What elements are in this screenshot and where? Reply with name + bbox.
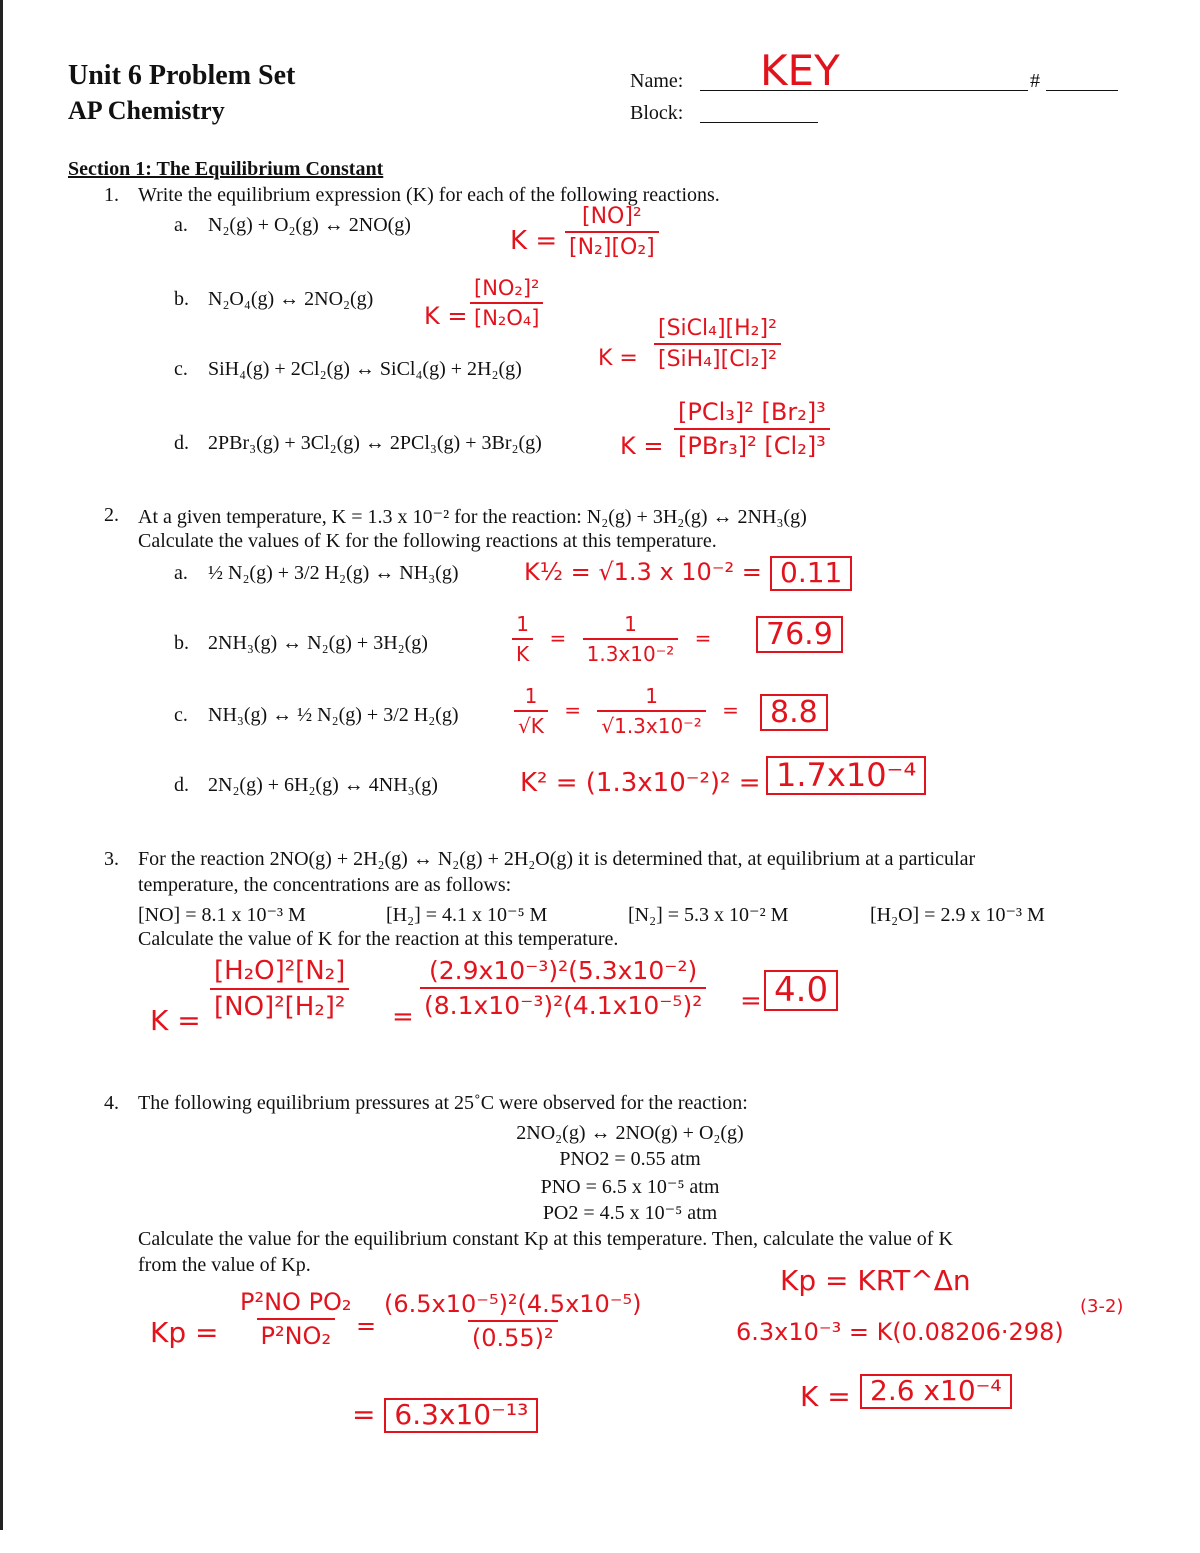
q2c-lhs-num: 1 — [524, 684, 538, 708]
q4-kp-answer-box: = 6.3x10⁻¹³ — [352, 1398, 538, 1433]
q4-prompt: The following equilibrium pressures at 25˚C were observed for the reaction: — [138, 1092, 748, 1114]
q1d-k-label: K = — [620, 432, 664, 460]
q3-equals-2: = — [740, 986, 762, 1016]
page-title: Unit 6 Problem Set — [68, 60, 296, 91]
q3-answer: 4.0 — [764, 970, 838, 1011]
q4-pressure-o2: PO2 = 4.5 x 10⁻⁵ atm — [542, 1202, 718, 1224]
q1d-letter: d. — [174, 432, 189, 454]
q1c-reaction: SiH₄(g) + 2Cl₂(g) ↔ SiCl₄(g) + 2H₂(g) — [208, 358, 522, 380]
q4-kp-expression — [236, 1288, 356, 1350]
q4-k-substitution: 6.3x10⁻³ = K(0.08206·298) — [736, 1318, 1064, 1346]
q4-kp-values-den: (0.55)² — [468, 1320, 558, 1352]
q1d-num: [PCl₃]² [Br₂]³ — [678, 398, 826, 426]
q3-prompt-line2: temperature, the concentrations are as follows: — [138, 874, 512, 896]
q4-kp-den: P²NO₂ — [257, 1318, 336, 1350]
q2b-rhs-den: 1.3x10⁻² — [583, 638, 679, 666]
q4-reaction: 2NO₂(g) ↔ 2NO(g) + O₂(g) — [516, 1122, 744, 1144]
q1a-fraction — [565, 204, 659, 260]
q4-prompt2-line2: from the value of Kp. — [138, 1254, 311, 1276]
q3-expr-den: [NO]²[H₂]² — [210, 988, 349, 1022]
q3-values — [420, 956, 706, 1020]
name-handwritten: KEY — [760, 46, 840, 95]
q2b-letter: b. — [174, 632, 189, 654]
q4-kp-values-num: (6.5x10⁻⁵)²(4.5x10⁻⁵) — [384, 1290, 642, 1318]
q2c-reaction: NH₃(g) ↔ ½ N₂(g) + 3/2 H₂(g) — [208, 704, 459, 726]
q4-k-formula: Kp = KRT^Δn — [780, 1264, 971, 1297]
q3-k-label: K = — [150, 1004, 201, 1037]
q2c-answer-box — [760, 694, 828, 731]
name-label: Name: — [630, 70, 684, 92]
number-label: # — [1030, 70, 1040, 92]
q1b-reaction: N₂O₄(g) ↔ 2NO₂(g) — [208, 288, 374, 310]
q3-prompt-line3: Calculate the value of K for the reaction at this temperature. — [138, 928, 619, 950]
q1b-fraction — [470, 276, 543, 330]
q2d-answer: 1.7x10⁻⁴ — [766, 756, 926, 795]
q4-k-result-label: K = — [800, 1380, 851, 1413]
q4-kp-label: Kp = — [150, 1316, 219, 1349]
q3-conc-n2: [N₂] = 5.3 x 10⁻² M — [628, 904, 789, 926]
q2a-work: K½ = √1.3 x 10⁻² = — [524, 558, 762, 586]
q4-pressure-no2: PNO2 = 0.55 atm — [559, 1148, 701, 1170]
q1c-num: [SiCl₄][H₂]² — [658, 316, 777, 341]
q4-kp-values — [380, 1290, 645, 1352]
q4-kp-num: P²NO PO₂ — [240, 1288, 352, 1316]
q2b-rhs-num: 1 — [624, 612, 637, 636]
q2b-reaction: 2NH₃(g) ↔ N₂(g) + 3H₂(g) — [208, 632, 428, 654]
q1c-fraction — [654, 316, 781, 372]
q3-conc-h2: [H₂] = 4.1 x 10⁻⁵ M — [386, 904, 548, 926]
q2a-answer: 0.11 — [770, 556, 852, 591]
q2d-reaction: 2N₂(g) + 6H₂(g) ↔ 4NH₃(g) — [208, 774, 438, 796]
number-line — [1046, 90, 1118, 91]
q1c-k-label: K = — [598, 346, 638, 371]
q2c-rhs-num: 1 — [645, 684, 658, 708]
q3-values-num: (2.9x10⁻³)²(5.3x10⁻²) — [429, 956, 698, 985]
q3-values-den: (8.1x10⁻³)²(4.1x10⁻⁵)² — [420, 987, 706, 1020]
q1b-den: [N₂O₄] — [470, 302, 543, 330]
q2c-answer: 8.8 — [760, 694, 828, 731]
q2b-lhs-num: 1 — [516, 612, 529, 636]
q1d-reaction: 2PBr₃(g) + 3Cl₂(g) ↔ 2PCl₃(g) + 3Br₂(g) — [208, 432, 542, 454]
q2c-work: $\frac{1}{√K}$ = $\frac{1}{\text{√1.3x10⁻²}}$ = — [514, 684, 749, 738]
q2c-lhs-den: √K — [514, 710, 548, 738]
q4-pressure-no: PNO = 6.5 x 10⁻⁵ atm — [540, 1176, 720, 1198]
q2b-lhs-den: K — [512, 638, 533, 666]
name-line — [700, 90, 1028, 91]
q1d-fraction — [674, 398, 830, 460]
q3-equals-1: = — [392, 1002, 414, 1032]
q2b-answer-box — [756, 616, 843, 653]
q1-number: 1. — [104, 184, 119, 206]
q2a-answer-box — [770, 556, 852, 591]
q2d-answer-box — [766, 756, 926, 795]
q1c-den: [SiH₄][Cl₂]² — [654, 343, 781, 372]
q1a-k-label: K = — [510, 226, 558, 256]
q1c-letter: c. — [174, 358, 188, 380]
q2c-letter: c. — [174, 704, 188, 726]
q3-number: 3. — [104, 848, 119, 870]
block-line — [700, 122, 818, 123]
q2b-work: $\frac{1}{K}$ = $\frac{1}{\text{1.3x10⁻²}}$ = — [512, 612, 721, 666]
q2-prompt-line1: At a given temperature, K = 1.3 x 10⁻² for the reaction: N₂(g) + 3H₂(g) ↔ 2NH₃(g) — [138, 506, 807, 528]
page-edge — [0, 0, 3, 1530]
q2-number: 2. — [104, 504, 119, 526]
q4-k-answer: 2.6 x10⁻⁴ — [860, 1374, 1012, 1409]
q3-prompt-line1: For the reaction 2NO(g) + 2H₂(g) ↔ N₂(g) + 2H₂O(g) it is determined that, at equilibrium at a particular — [138, 848, 976, 870]
q4-k-answer-box — [860, 1374, 1012, 1409]
q2d-letter: d. — [174, 774, 189, 796]
q2c-rhs-den: √1.3x10⁻² — [597, 710, 705, 738]
q1b-k-label: K = — [424, 302, 468, 330]
q1-prompt: Write the equilibrium expression (K) for each of the following reactions. — [138, 184, 720, 206]
block-label: Block: — [630, 102, 684, 124]
q1b-num: [NO₂]² — [474, 276, 540, 300]
q3-conc-h2o: [H₂O] = 2.9 x 10⁻³ M — [870, 904, 1045, 926]
course-title: AP Chemistry — [68, 96, 225, 125]
q4-kp-equals: = — [356, 1312, 377, 1340]
q2-prompt-line2: Calculate the values of K for the following reactions at this temperature. — [138, 530, 717, 552]
q4-number: 4. — [104, 1092, 119, 1114]
q1a-num: [NO]² — [581, 204, 642, 229]
q1d-den: [PBr₃]² [Cl₂]³ — [674, 428, 830, 460]
q3-expression — [210, 956, 349, 1022]
q4-prompt2-line1: Calculate the value for the equilibrium constant Kp at this temperature. Then, calculate the value of K — [138, 1228, 953, 1250]
q1a-den: [N₂][O₂] — [565, 231, 659, 260]
section-heading: Section 1: The Equilibrium Constant — [68, 158, 384, 180]
q2a-reaction: ½ N₂(g) + 3/2 H₂(g) ↔ NH₃(g) — [208, 562, 459, 584]
q4-kp-answer: 6.3x10⁻¹³ — [384, 1398, 538, 1433]
q2d-work: K² = (1.3x10⁻²)² = — [520, 768, 761, 798]
q1a-reaction: N₂(g) + O₂(g) ↔ 2NO(g) — [208, 214, 411, 236]
q3-conc-no: [NO] = 8.1 x 10⁻³ M — [138, 904, 306, 926]
q2a-letter: a. — [174, 562, 188, 584]
q2b-answer: 76.9 — [756, 616, 843, 653]
q1a-letter: a. — [174, 214, 188, 236]
q3-expr-num: [H₂O]²[N₂] — [214, 956, 346, 986]
q1b-letter: b. — [174, 288, 189, 310]
q4-k-exponent: (3-2) — [1080, 1296, 1124, 1317]
q3-answer-box — [764, 970, 838, 1011]
